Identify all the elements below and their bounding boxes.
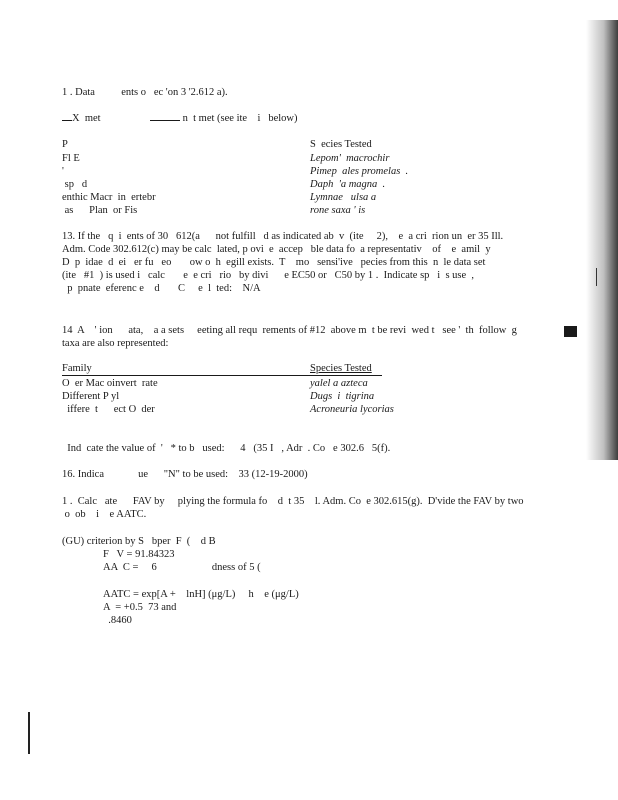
checkbox-mark: X xyxy=(72,113,80,124)
s12-row-family: ' xyxy=(62,166,64,177)
s12-col-right-label: S ecies Tested xyxy=(310,139,372,150)
section-17-line-1: 1 . Calc ate FAV by plying the formula fo d t 35 l. Adm. Co e 302.615(g). D'vide the FAV by two xyxy=(62,496,524,507)
checkbox-not-met-blank xyxy=(150,120,180,121)
s14-row-family: O er Mac oinvert rate xyxy=(62,378,158,389)
section-14-line-2: taxa are also represented: xyxy=(62,338,169,349)
bracket-mark xyxy=(592,268,597,286)
section-13-line: p pnate eferenc e d C e l ted: N/A xyxy=(62,283,261,294)
calc-b-value: .8460 xyxy=(103,615,132,626)
s12-row-family: Fl E xyxy=(62,153,80,164)
section-13-line: (ite #1 ) is used i calc e e cri rio by divi e EC50 or C50 by 1 . Indicate sp i s use , xyxy=(62,270,475,281)
s12-row-family: as Plan or Fis xyxy=(62,205,138,216)
section-13-line: 13. If the q i ents of 30 612(a not fulfill d as indicated ab v (ite 2), e a cri rion un er 35 Ill. xyxy=(62,231,504,242)
s14-col-left-label: Family xyxy=(62,363,92,374)
margin-mark xyxy=(28,712,30,754)
calc-a-value: A = +0.5 73 and xyxy=(103,602,177,613)
checkbox-met-blank xyxy=(62,120,72,121)
section-16-line: 16. Indica ue "N" to be used: 33 (12-19-2000) xyxy=(62,469,308,480)
s12-row-family: enthic Macr in ertebr xyxy=(62,192,156,203)
s14-row-family: iffere t ect O der xyxy=(62,404,155,415)
s12-row-species: Lymnae ulsa a xyxy=(310,192,377,203)
section-13-line: D p idae d ei er fu eo ow o h egill exists. T mo sensi'ive pecies from this n le data set xyxy=(62,257,486,268)
calc-criterion-line: (GU) criterion by S bper F ( d B xyxy=(62,536,216,547)
option-not-met-label: n t met (see ite i below) xyxy=(180,113,298,124)
section-17-line-2: o ob i e AATC. xyxy=(62,509,147,520)
s14-row-species: Dugs i tigrina xyxy=(310,391,375,402)
section-12-heading: 1 . Data ents o ec 'on 3 '2.612 a). xyxy=(62,87,228,98)
section-15-line: Ind cate the value of ' * to b used: 4 (35 I , Adr . Co e 302.6 5(f). xyxy=(62,443,391,454)
page-edge-shadow xyxy=(586,20,618,460)
section-13-line: Adm. Code 302.612(c) may be calc lated, p ovi e accep ble data fo a representativ of e amil y xyxy=(62,244,491,255)
s12-row-species: Daph 'a magna . xyxy=(310,179,386,190)
option-met-label: met xyxy=(79,113,101,124)
ink-blot xyxy=(564,326,577,337)
checkbox-met-row xyxy=(62,114,101,125)
s12-row-species: Lepom' macrochir xyxy=(310,153,390,164)
calc-formula: AATC = exp[A + lnH] (μg/L) h e (μg/L) xyxy=(103,589,299,600)
calc-fav-value: F V = 91.84323 xyxy=(103,549,175,560)
s14-header-rule xyxy=(62,375,382,376)
checkbox-not-met-row xyxy=(150,114,298,125)
s12-row-species: rone saxa ' is xyxy=(310,205,366,216)
section-14-line-1: 14 A ' ion ata, a a sets eeting all requ rements of #12 above m t be revi wed t see ' th follow g xyxy=(62,325,517,336)
s12-row-species: Pimep ales promelas . xyxy=(310,166,409,177)
s14-row-species: Acroneuria lycorias xyxy=(310,404,394,415)
calc-aatc-line: AA C = 6 dness of 5 ( xyxy=(103,562,261,573)
s14-row-species: yalel a azteca xyxy=(310,378,368,389)
s12-col-left-label: P xyxy=(62,139,68,150)
s12-row-family: sp d xyxy=(62,179,88,190)
s14-col-right-label: Species Tested xyxy=(310,363,372,374)
s14-row-family: Different P yl xyxy=(62,391,120,402)
